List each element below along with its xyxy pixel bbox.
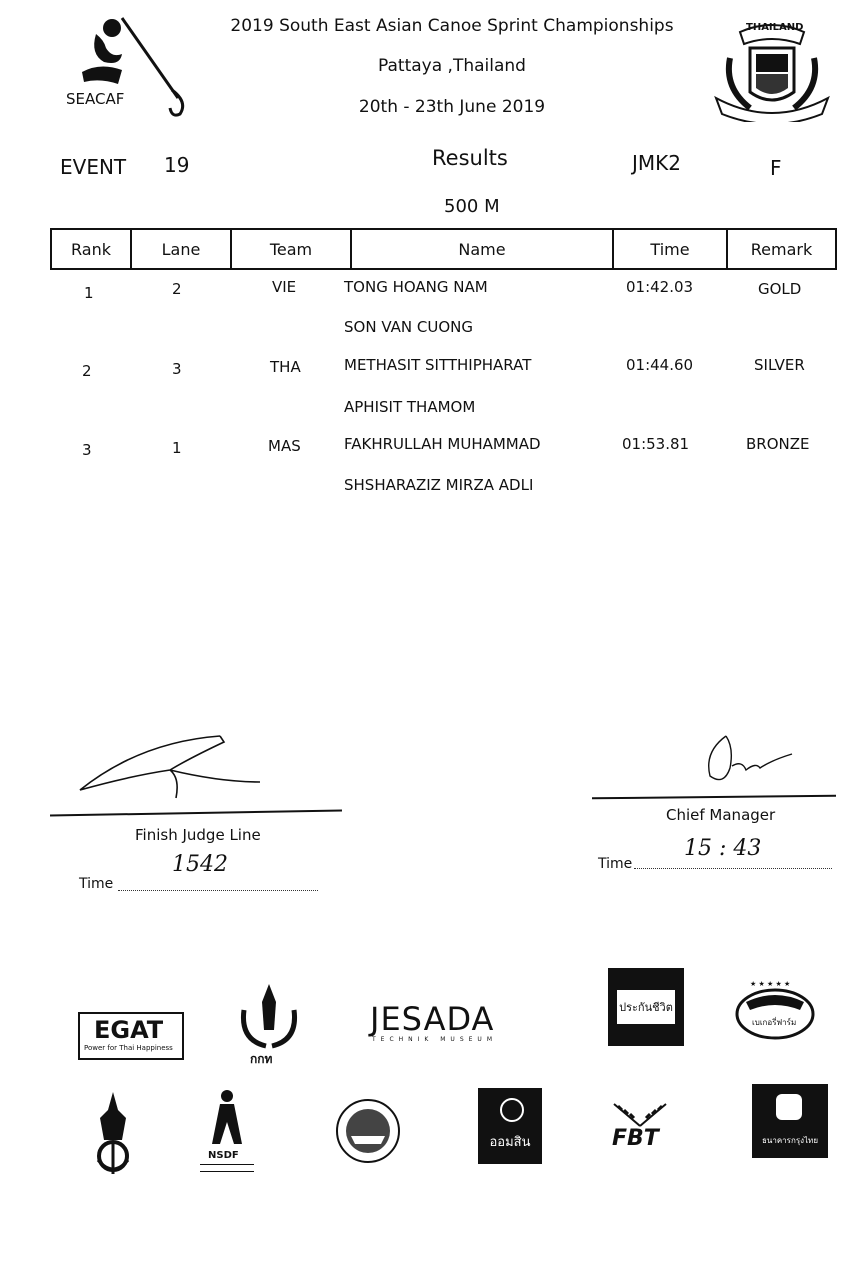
seal-icon [335, 1098, 401, 1164]
lane-cell: 2 [172, 280, 182, 298]
crest-icon [710, 18, 834, 122]
results-label: Results [432, 146, 508, 170]
remark-cell: BRONZE [746, 435, 810, 453]
finish-judge-time-dots [118, 890, 318, 891]
event-stage: F [770, 156, 782, 180]
port-authority-seal [335, 1098, 401, 1164]
time-cell: 01:53.81 [622, 435, 690, 453]
col-remark: Remark [727, 229, 836, 269]
col-rank: Rank [51, 229, 131, 269]
finish-judge-time-value: 1542 [172, 852, 228, 877]
name-cell: SON VAN CUONG [344, 318, 473, 336]
remark-cell: SILVER [754, 356, 805, 374]
championship-location: Pattaya ,Thailand [378, 56, 526, 76]
table-row-partner [50, 398, 837, 418]
chief-manager-time-value: 15 : 43 [684, 836, 762, 861]
emblem-icon [236, 980, 302, 1054]
navy-emblem-logo [92, 1090, 134, 1178]
col-team: Team [231, 229, 351, 269]
crest-label: THAILAND [746, 22, 804, 33]
rank-cell: 3 [82, 441, 92, 459]
finish-judge-signature [70, 728, 280, 812]
kkt-logo: กกท [236, 980, 302, 1068]
torch-figure-icon [198, 1088, 256, 1150]
table-row [50, 356, 837, 380]
remark-cell: GOLD [758, 280, 802, 298]
name-cell: SHSHARAZIZ MIRZA ADLI [344, 476, 534, 494]
thailand-crest [710, 18, 834, 122]
chief-manager-signature [696, 730, 796, 790]
gsb-emblem-icon [500, 1098, 524, 1122]
seacaf-label: SEACAF [66, 90, 125, 108]
gsb-omsin-logo: ออมสิน [478, 1088, 542, 1164]
time-cell: 01:42.03 [626, 278, 694, 296]
jesada-logo: JESADA TECHNIK MUSEUM [370, 1000, 497, 1043]
table-row [50, 435, 837, 459]
table-row-partner [50, 318, 837, 338]
bakery-farm-logo: ★ ★ ★ ★ ★ เบเกอรี่ฟาร์ม [734, 980, 816, 1042]
laurel-icon [608, 1100, 672, 1128]
krungthai-logo: ธนาคารกรุงไทย [752, 1084, 828, 1158]
lane-cell: 1 [172, 439, 182, 457]
name-cell: APHISIT THAMOM [344, 398, 476, 416]
championship-title: 2019 South East Asian Canoe Sprint Championships [230, 16, 674, 36]
egat-logo: EGAT Power for Thai Happiness [78, 1012, 184, 1060]
life-insurance-logo: ประกันชีวิต [608, 968, 684, 1046]
table-row [50, 278, 837, 302]
chief-manager-title: Chief Manager [666, 806, 776, 824]
chief-manager-line [592, 795, 836, 800]
event-number: 19 [164, 153, 190, 177]
event-distance: 500 M [444, 196, 500, 217]
finish-judge-time-label: Time [79, 876, 114, 892]
results-table-header [50, 228, 837, 270]
rank-cell: 2 [82, 362, 92, 380]
anchor-crown-icon [92, 1090, 134, 1178]
chief-manager-time-dots [634, 868, 832, 869]
name-cell: TONG HOANG NAM [344, 278, 488, 296]
table-row-partner [50, 476, 837, 496]
col-lane: Lane [131, 229, 231, 269]
krungthai-emblem-icon [776, 1094, 802, 1120]
event-label: EVENT [60, 155, 127, 179]
finish-judge-title: Finish Judge Line [135, 826, 261, 844]
fbt-logo: FBT [608, 1100, 672, 1158]
lane-cell: 3 [172, 360, 182, 378]
name-cell: FAKHRULLAH MUHAMMAD [344, 435, 541, 453]
championship-dates: 20th - 23th June 2019 [358, 97, 546, 117]
team-cell: VIE [272, 278, 297, 296]
chief-manager-time-label: Time [598, 856, 633, 872]
team-cell: MAS [268, 437, 301, 455]
event-category: JMK2 [632, 151, 681, 175]
col-name: Name [351, 229, 613, 269]
name-cell: METHASIT SITTHIPHARAT [344, 356, 532, 374]
svg-text:★ ★ ★ ★ ★: ★ ★ ★ ★ ★ [750, 980, 791, 988]
team-cell: THA [270, 358, 301, 376]
nsdf-logo: NSDF [198, 1088, 256, 1176]
col-time: Time [613, 229, 727, 269]
rank-cell: 1 [84, 284, 94, 302]
bakery-emblem-icon [734, 980, 816, 1042]
time-cell: 01:44.60 [626, 356, 694, 374]
